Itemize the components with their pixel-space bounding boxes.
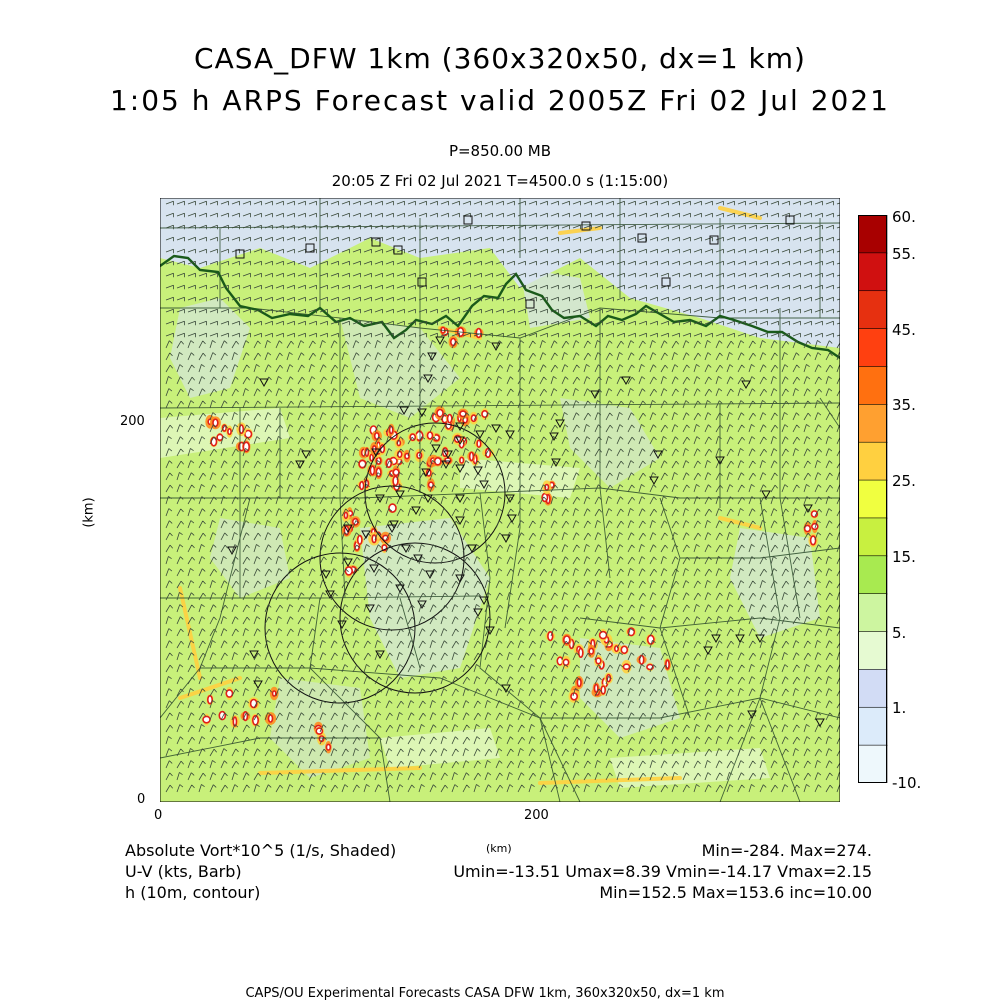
colorbar-band	[858, 442, 887, 480]
vorticity-core	[217, 434, 223, 440]
vorticity-core	[596, 658, 601, 664]
vorticity-core	[370, 454, 373, 460]
vorticity-core	[601, 686, 605, 694]
vorticity-core	[579, 648, 583, 657]
vorticity-core	[360, 482, 364, 490]
vorticity-core	[393, 476, 398, 485]
vorticity-core	[269, 715, 273, 722]
vorticity-core	[470, 452, 474, 460]
colorbar	[858, 215, 888, 783]
vorticity-core	[460, 457, 464, 463]
plot-title-line2: 1:05 h ARPS Forecast valid 2005Z Fri 02 Jul 2021	[109, 84, 890, 117]
colorbar-band	[858, 707, 887, 745]
plot-title-line1: CASA_DFW 1km (360x320x50, dx=1 km)	[194, 42, 806, 75]
colorbar-label-minus10: -10.	[892, 774, 922, 792]
vorticity-core	[595, 685, 598, 693]
vorticity-core	[344, 512, 347, 518]
vorticity-core	[805, 526, 811, 532]
vorticity-core	[571, 693, 577, 700]
colorbar-band	[858, 480, 887, 518]
x-axis-label: (km)	[486, 842, 512, 855]
legend-wind-stats: Umin=-13.51 Umax=8.39 Vmin=-14.17 Vmax=2.15	[453, 862, 872, 881]
vorticity-core	[564, 636, 570, 644]
colorbar-label-1: 1.	[892, 699, 907, 717]
vorticity-core	[370, 466, 374, 474]
legend-field-vorticity: Absolute Vort*10^5 (1/s, Shaded)	[125, 841, 397, 860]
vorticity-core	[345, 567, 352, 575]
vorticity-core	[624, 664, 630, 669]
colorbar-band	[858, 329, 887, 367]
colorbar-label-45: 45.	[892, 321, 916, 339]
vorticity-core	[640, 655, 644, 664]
vorticity-core	[811, 536, 816, 545]
legend-field-height: h (10m, contour)	[125, 883, 261, 902]
vorticity-core	[251, 700, 257, 708]
colorbar-band	[858, 669, 887, 707]
y-tick-200: 200	[120, 414, 145, 429]
x-tick-0: 0	[154, 808, 163, 823]
colorbar-band	[858, 745, 887, 783]
colorbar-band	[858, 518, 887, 556]
vorticity-core	[243, 442, 249, 451]
colorbar-label-35: 35.	[892, 396, 916, 414]
colorbar-label-5: 5.	[892, 624, 907, 642]
vorticity-core	[589, 648, 593, 654]
x-tick-200: 200	[524, 808, 549, 823]
colorbar-band	[858, 253, 887, 291]
colorbar-label-55: 55.	[892, 245, 916, 263]
vorticity-core	[273, 691, 276, 696]
colorbar-band	[858, 215, 887, 253]
vorticity-core	[228, 429, 231, 435]
vorticity-core	[226, 690, 232, 697]
vorticity-core	[358, 536, 362, 545]
footer-credit: CAPS/OU Experimental Forecasts CASA DFW 1km, 360x320x50, dx=1 km	[245, 986, 725, 1001]
vorticity-core	[203, 716, 210, 722]
legend-vorticity-stats: Min=-284. Max=274.	[701, 841, 872, 860]
vorticity-core	[812, 524, 818, 530]
legend-height-stats: Min=152.5 Max=153.6 inc=10.00	[599, 883, 872, 902]
y-axis-label: (km)	[81, 497, 97, 528]
colorbar-band	[858, 366, 887, 404]
vorticity-core	[600, 632, 607, 639]
vorticity-core	[648, 635, 654, 644]
colorbar-band	[858, 556, 887, 594]
colorbar-band	[858, 291, 887, 329]
vorticity-core	[563, 659, 568, 665]
valid-time-label: 20:05 Z Fri 02 Jul 2021 T=4500.0 s (1:15:00)	[331, 172, 669, 190]
colorbar-band	[858, 632, 887, 670]
vorticity-core	[428, 432, 433, 439]
forecast-map	[160, 198, 840, 802]
vorticity-core	[451, 339, 456, 346]
colorbar-label-15: 15.	[892, 548, 916, 566]
vorticity-core	[393, 469, 399, 475]
vorticity-core	[389, 504, 396, 512]
colorbar-label-25: 25.	[892, 472, 916, 490]
vorticity-core	[448, 415, 452, 423]
colorbar-label-60: 60.	[892, 208, 916, 226]
vorticity-core	[476, 329, 481, 338]
pressure-level-label: P=850.00 MB	[448, 142, 552, 160]
vorticity-core	[621, 646, 627, 653]
vorticity-core	[477, 440, 481, 447]
vorticity-core	[437, 410, 443, 417]
colorbar-band	[858, 594, 887, 632]
vorticity-core	[435, 458, 441, 465]
vorticity-core	[327, 744, 331, 750]
colorbar-band	[858, 404, 887, 442]
y-tick-0: 0	[137, 792, 146, 807]
legend-field-wind: U-V (kts, Barb)	[125, 862, 242, 881]
